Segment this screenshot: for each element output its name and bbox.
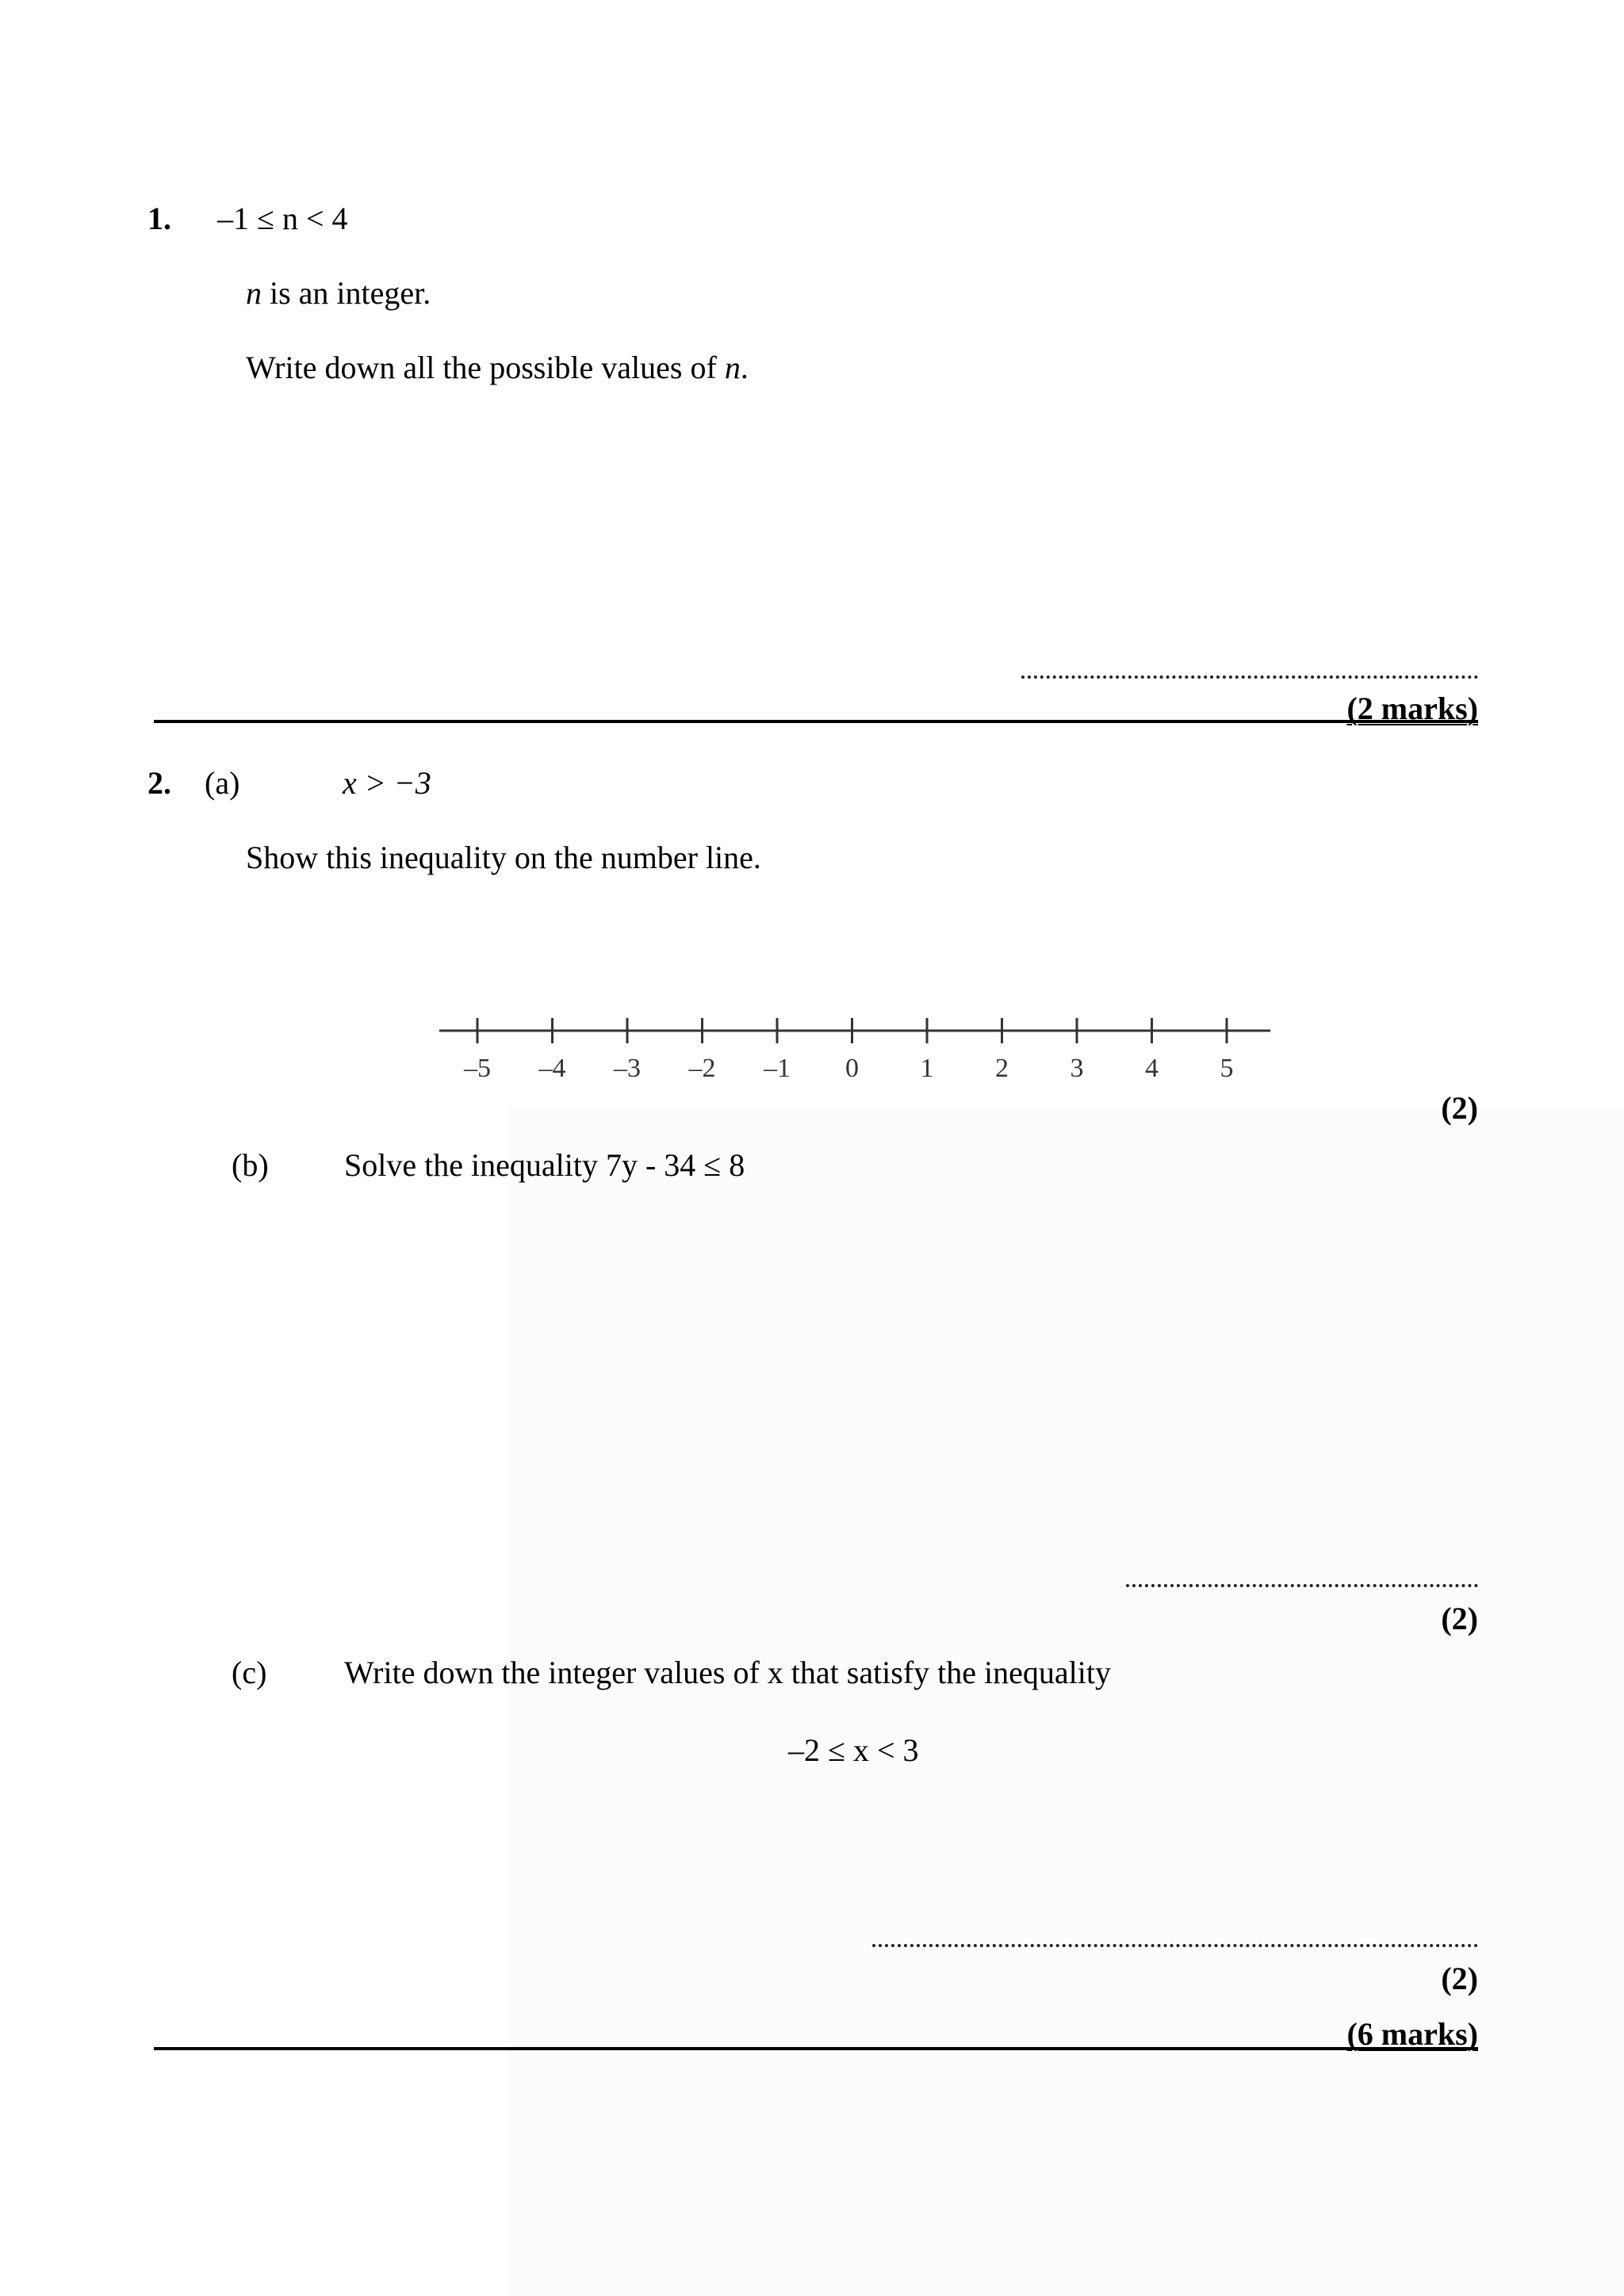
question-2c-marks: (2) (1441, 1961, 1478, 1996)
question-1-inequality (217, 203, 348, 235)
question-2b-prompt: Solve the inequality 7y - 34 ≤ 8 (344, 1147, 745, 1183)
number-line-tick-label: 2 (995, 1054, 1009, 1083)
number-line-ticks (463, 1018, 1234, 1083)
question-1-statement (246, 277, 431, 309)
number-line-tick-label: 0 (845, 1054, 859, 1083)
question-2c-inequality: –2 ≤ x < 3 (788, 1732, 919, 1768)
question-2a-inequality (343, 767, 431, 799)
page-shading (508, 1110, 1624, 2296)
question-1-prompt-end: . (740, 350, 749, 385)
question-2a-marks: (2) (1441, 1090, 1478, 1126)
number-line-tick-label: 3 (1070, 1054, 1084, 1083)
question-2c-label: (c) (232, 1655, 267, 1690)
question-2-separator (154, 2047, 1478, 2050)
number-line-tick-label: 4 (1145, 1054, 1159, 1083)
number-line-tick-label: –4 (538, 1054, 566, 1083)
question-2b-marks: (2) (1441, 1601, 1478, 1636)
number-line-tick-label: –5 (464, 1054, 491, 1083)
question-2b-label: (b) (232, 1147, 269, 1183)
question-2-total-marks: (6 marks) (1346, 2016, 1478, 2052)
question-1-prompt-var: n (724, 350, 741, 385)
number-line[interactable] (428, 1007, 1285, 1086)
question-2a-prompt: Show this inequality on the number line. (246, 840, 761, 875)
question-2b-answer-line[interactable] (1126, 1584, 1478, 1587)
question-1-prompt (246, 352, 749, 384)
number-line-tick-label: 5 (1220, 1054, 1234, 1083)
question-2-number: 2. (147, 765, 171, 801)
question-1-total-marks: (2 marks) (1346, 691, 1478, 726)
question-2a-inequality-text: x > −3 (343, 765, 431, 801)
question-1-answer-line[interactable] (1021, 675, 1478, 679)
question-1-separator (154, 720, 1478, 723)
number-line-tick-label: –2 (688, 1054, 716, 1083)
question-1-statement-var: n (246, 275, 262, 311)
number-line-tick-label: 1 (920, 1054, 934, 1083)
question-2a-label: (a) (205, 765, 240, 801)
question-2c-answer-line[interactable] (872, 1944, 1478, 1947)
question-1-inequality-text: –1 ≤ n < 4 (217, 201, 348, 236)
question-1-statement-rest: is an integer. (262, 275, 431, 311)
question-2c-prompt: Write down the integer values of x that satisfy the inequality (344, 1655, 1112, 1690)
question-1-prompt-text: Write down all the possible values of (246, 350, 725, 385)
number-line-tick-label: –1 (764, 1054, 791, 1083)
question-1-number: 1. (147, 201, 171, 236)
number-line-tick-label: –3 (614, 1054, 641, 1083)
